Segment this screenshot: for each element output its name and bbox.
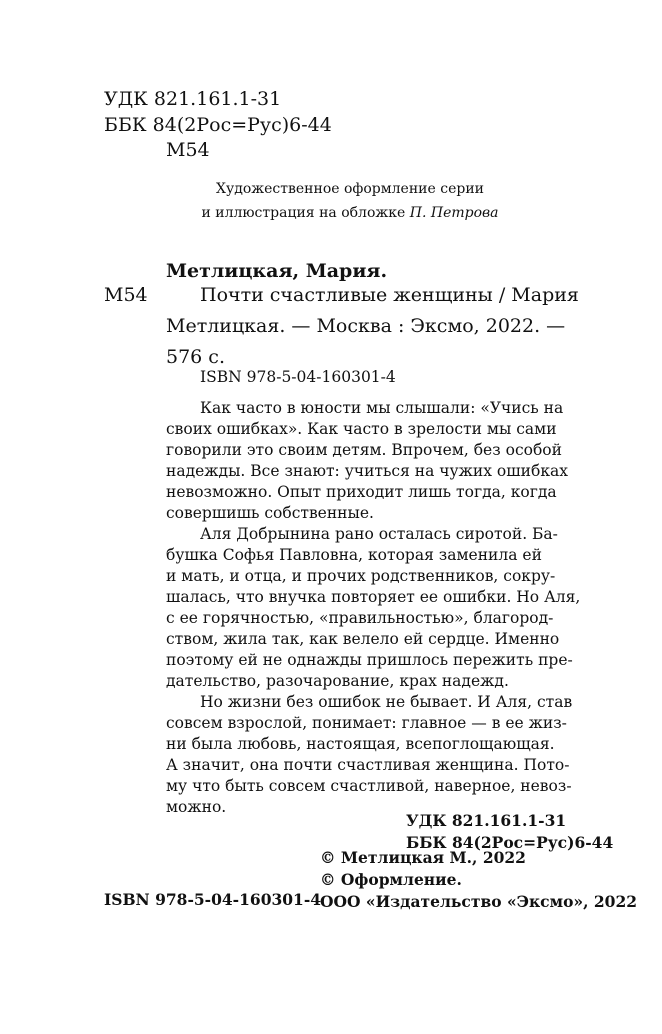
annotation-line: А значит, она почти счастливая женщина. Пото- [166,756,570,774]
isbn-bottom: ISBN 978-5-04-160301-4 [104,890,322,909]
annotation-line: Но жизни без ошибок не бывает. И Аля, став [200,693,573,711]
annotation-line: надежды. Все знают: учиться на чужих ошибках [166,462,568,480]
bbk-code-bottom: ББК 84(2Рос=Рус)6-44 [406,833,614,852]
design-credit-prefix: и иллюстрация на обложке [201,205,410,221]
annotation-line: совсем взрослой, понимает: главное — в ее жиз- [166,714,567,732]
annotation-line: совершишь собственные. [166,504,374,522]
copyright-author: © Метлицкая М., 2022 [320,848,526,867]
copyright-design: © Оформление. [320,870,462,889]
author-sign-top: М54 [166,139,210,161]
annotation-line: поэтому ей не однажды пришлось пережить пре- [166,651,573,669]
copyright-publisher: ООО «Издательство «Эксмо», 2022 [320,892,638,911]
bibliographic-description [166,282,579,375]
author-heading: Метлицкая, Мария. [166,260,388,282]
design-credit-line1: Художественное оформление серии [216,181,484,197]
bibliographic-line: Почти счастливые женщины / Мария [200,284,579,306]
annotation-line: му что быть совсем счастливой, наверное, невоз- [166,777,572,795]
shelf-mark: М54 [104,284,148,306]
bibliographic-line: 576 с. [166,346,225,368]
annotation-line: шалась, что внучка повторяет ее ошибки. Но Аля, [166,588,581,606]
annotation-line: Аля Добрынина рано осталась сиротой. Ба- [200,525,558,543]
annotation-line: бушка Софья Павловна, которая заменила ей [166,546,542,564]
annotation-line: своих ошибках». Как часто в зрелости мы сами [166,420,557,438]
annotation-line: говорили это своим детям. Впрочем, без особой [166,441,562,459]
annotation-line: с ее горячностью, «правильностью», благород- [166,609,554,627]
bibliographic-line: Метлицкая. — Москва : Эксмо, 2022. — [166,315,566,337]
udk-code-bottom: УДК 821.161.1-31 [406,811,567,830]
annotation-line: дательство, разочарование, крах надежд. [166,672,509,690]
bbk-code-top: ББК 84(2Рос=Рус)6-44 [104,114,332,136]
annotation-line: ни была любовь, настоящая, всепоглощающая. [166,735,555,753]
isbn-record: ISBN 978-5-04-160301-4 [200,368,396,386]
annotation [166,398,606,818]
annotation-line: Как часто в юности мы слышали: «Учись на [200,399,564,417]
annotation-line: можно. [166,798,227,816]
annotation-line: невозможно. Опыт приходит лишь тогда, когда [166,483,557,501]
annotation-line: и мать, и отца, и прочих родственников, сокру- [166,567,556,585]
illustrator-name: П. Петрова [409,205,499,221]
annotation-line: ством, жила так, как велело ей сердце. Именно [166,630,560,648]
design-credit-line2 [0,201,662,225]
udk-code-top: УДК 821.161.1-31 [104,88,282,110]
